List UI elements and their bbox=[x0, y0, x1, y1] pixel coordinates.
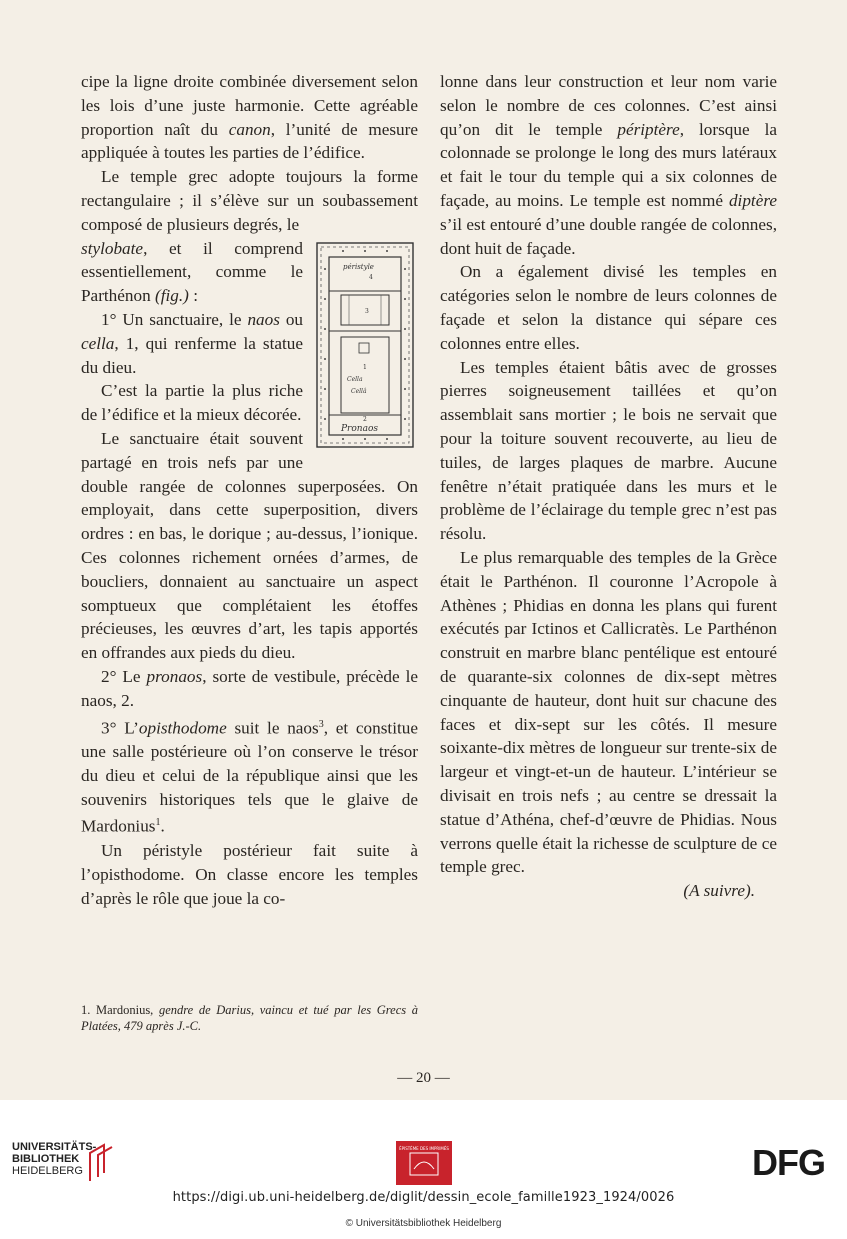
episteme-logo-icon bbox=[396, 1141, 452, 1185]
library-name: UNIVERSITÄTS- BIBLIOTHEK HEIDELBERG bbox=[12, 1141, 97, 1177]
paragraph: 3° L’opisthodome suit le naos$^3$, et constitue une salle postérieure où l’on conserve le trésor du dieu et celui de la république ainsi que les souvenirs historiques tels que le glaive de Mardonius$^1$. bbox=[81, 718, 418, 837]
paragraph: 2° Le pronaos, sorte de vestibule, précède le naos, 2. bbox=[81, 666, 418, 710]
paragraph: 1° Un sanctuaire, le naos ou cella, 1, qui renferme la statue du dieu. bbox=[81, 309, 304, 377]
paragraph: Le plus remarquable des temples de la Grèce était le Parthénon. Il couronne l’Acropole à Athènes ; Phidias en donna les plans qui furent exécutés par Ictinos et Callicratès. Le Parthénon construit en marbre blanc pentélique est entouré de quarante-six colonnes de dix-sept mètres cinquante de hauteur, dont huit sur chacune des faces et dix-sept sur les côtés. Il mesure soixante-dix mètres de longueur sur trente-six de largeur et vingt-et-un de hauteur. L’intérieur se divisait en trois nefs ; au centre se dressait la statue d’Athéna, chef-d’œuvre de Phidias. Nous verrons quelle était la richesse de sculpture de ce temple grec. bbox=[440, 547, 777, 877]
paragraph: lonne dans leur construction et leur nom varie selon le nombre de ces colonnes. C’est ainsi qu’on dit le temple périptère, lorsque la colonnade se prolonge le long des murs latéraux et fait le tour du temple qui a six colonnes de façade, au moins. Le temple est nommé diptère s’il est entouré d’une double rangée de colonnes, dont huit de façade. bbox=[440, 72, 777, 258]
svg-text:péristyle: péristyle bbox=[343, 262, 374, 271]
paragraph: Le temple grec adopte toujours la forme rectangulaire ; il s’élève sur un soubassement composé de plusieurs degrés, le bbox=[81, 167, 418, 234]
footnote: 1. Mardonius, gendre de Darius, vaincu et tué par les Grecs à Platées, 479 après J.-C. bbox=[81, 1003, 419, 1033]
right-column bbox=[440, 70, 777, 903]
page-number: — 20 — bbox=[397, 1070, 450, 1086]
temple-plan-figure bbox=[313, 239, 418, 451]
episteme-logo bbox=[396, 1141, 452, 1185]
paragraph: Un péristyle postérieur fait suite à l’opisthodome. On classe encore les temples d’après le rôle que joue la co- bbox=[81, 840, 418, 908]
svg-text:Cellâ: Cellâ bbox=[351, 387, 367, 395]
svg-text:Cella: Cella bbox=[347, 375, 363, 383]
paragraph: cipe la ligne droite combinée diversement selon les lois d’une juste harmonie. Cette agréable proportion naît du canon, l’unité de mesure appliquée à toutes les parties de l’édifice. bbox=[81, 72, 418, 163]
paragraph: Les temples étaient bâtis avec de grosses pierres soigneusement taillées et qu’on assemblait sans mortier ; le bois ne servait que pour la toiture souvent recouverte, au lieu de tuiles, de larges plaques de marbre. Aucune fenêtre n’était pratiquée dans les murs et le problème de l’éclairage du temple grec n’est pas résolu. bbox=[440, 357, 777, 544]
svg-text:2: 2 bbox=[363, 415, 367, 423]
paragraph: On a également divisé les temples en catégories selon le nombre de leurs colonnes de façade et selon la distance qui sépare ces colonnes entre elles. bbox=[440, 262, 777, 353]
left-column bbox=[81, 70, 418, 910]
permalink[interactable]: https://digi.ub.uni-heidelberg.de/diglit/dessin_ecole_famille1923_1924/0026 bbox=[172, 1190, 675, 1205]
svg-text:3: 3 bbox=[365, 307, 369, 315]
dfg-logo: DFG bbox=[752, 1142, 825, 1183]
svg-text:ÉPISTÈME DES IMPRIMÉS: ÉPISTÈME DES IMPRIMÉS bbox=[399, 1146, 449, 1151]
copyright: © Universitätsbibliothek Heidelberg bbox=[345, 1218, 502, 1229]
svg-text:4: 4 bbox=[369, 273, 373, 281]
paragraph: Le sanctuaire était souvent partagé en trois nefs par une double rangée de colonnes superposées. On employait, dans cette superposition, divers ordres : en bas, le dorique ; au-dessus, l’ionique. Ces colonnes richement ornées d’armes, de boucliers, donnaient au sanctuaire un aspect somptueux que complétaient les étoffes précieuses, les œuvres d’art, les tapis apportés en offrandes aux pieds du dieu. bbox=[81, 428, 418, 663]
a-suivre: (A suivre). bbox=[683, 881, 755, 901]
svg-text:1: 1 bbox=[363, 363, 367, 371]
svg-text:Pronaos: Pronaos bbox=[341, 423, 378, 434]
paragraph: C’est la partie la plus riche de l’édifice et la mieux décorée. bbox=[81, 381, 303, 425]
library-logo-icon bbox=[86, 1141, 118, 1185]
paragraph: stylobate, et il comprend essentiellement, comme le Parthénon (fig.) : bbox=[81, 238, 303, 306]
